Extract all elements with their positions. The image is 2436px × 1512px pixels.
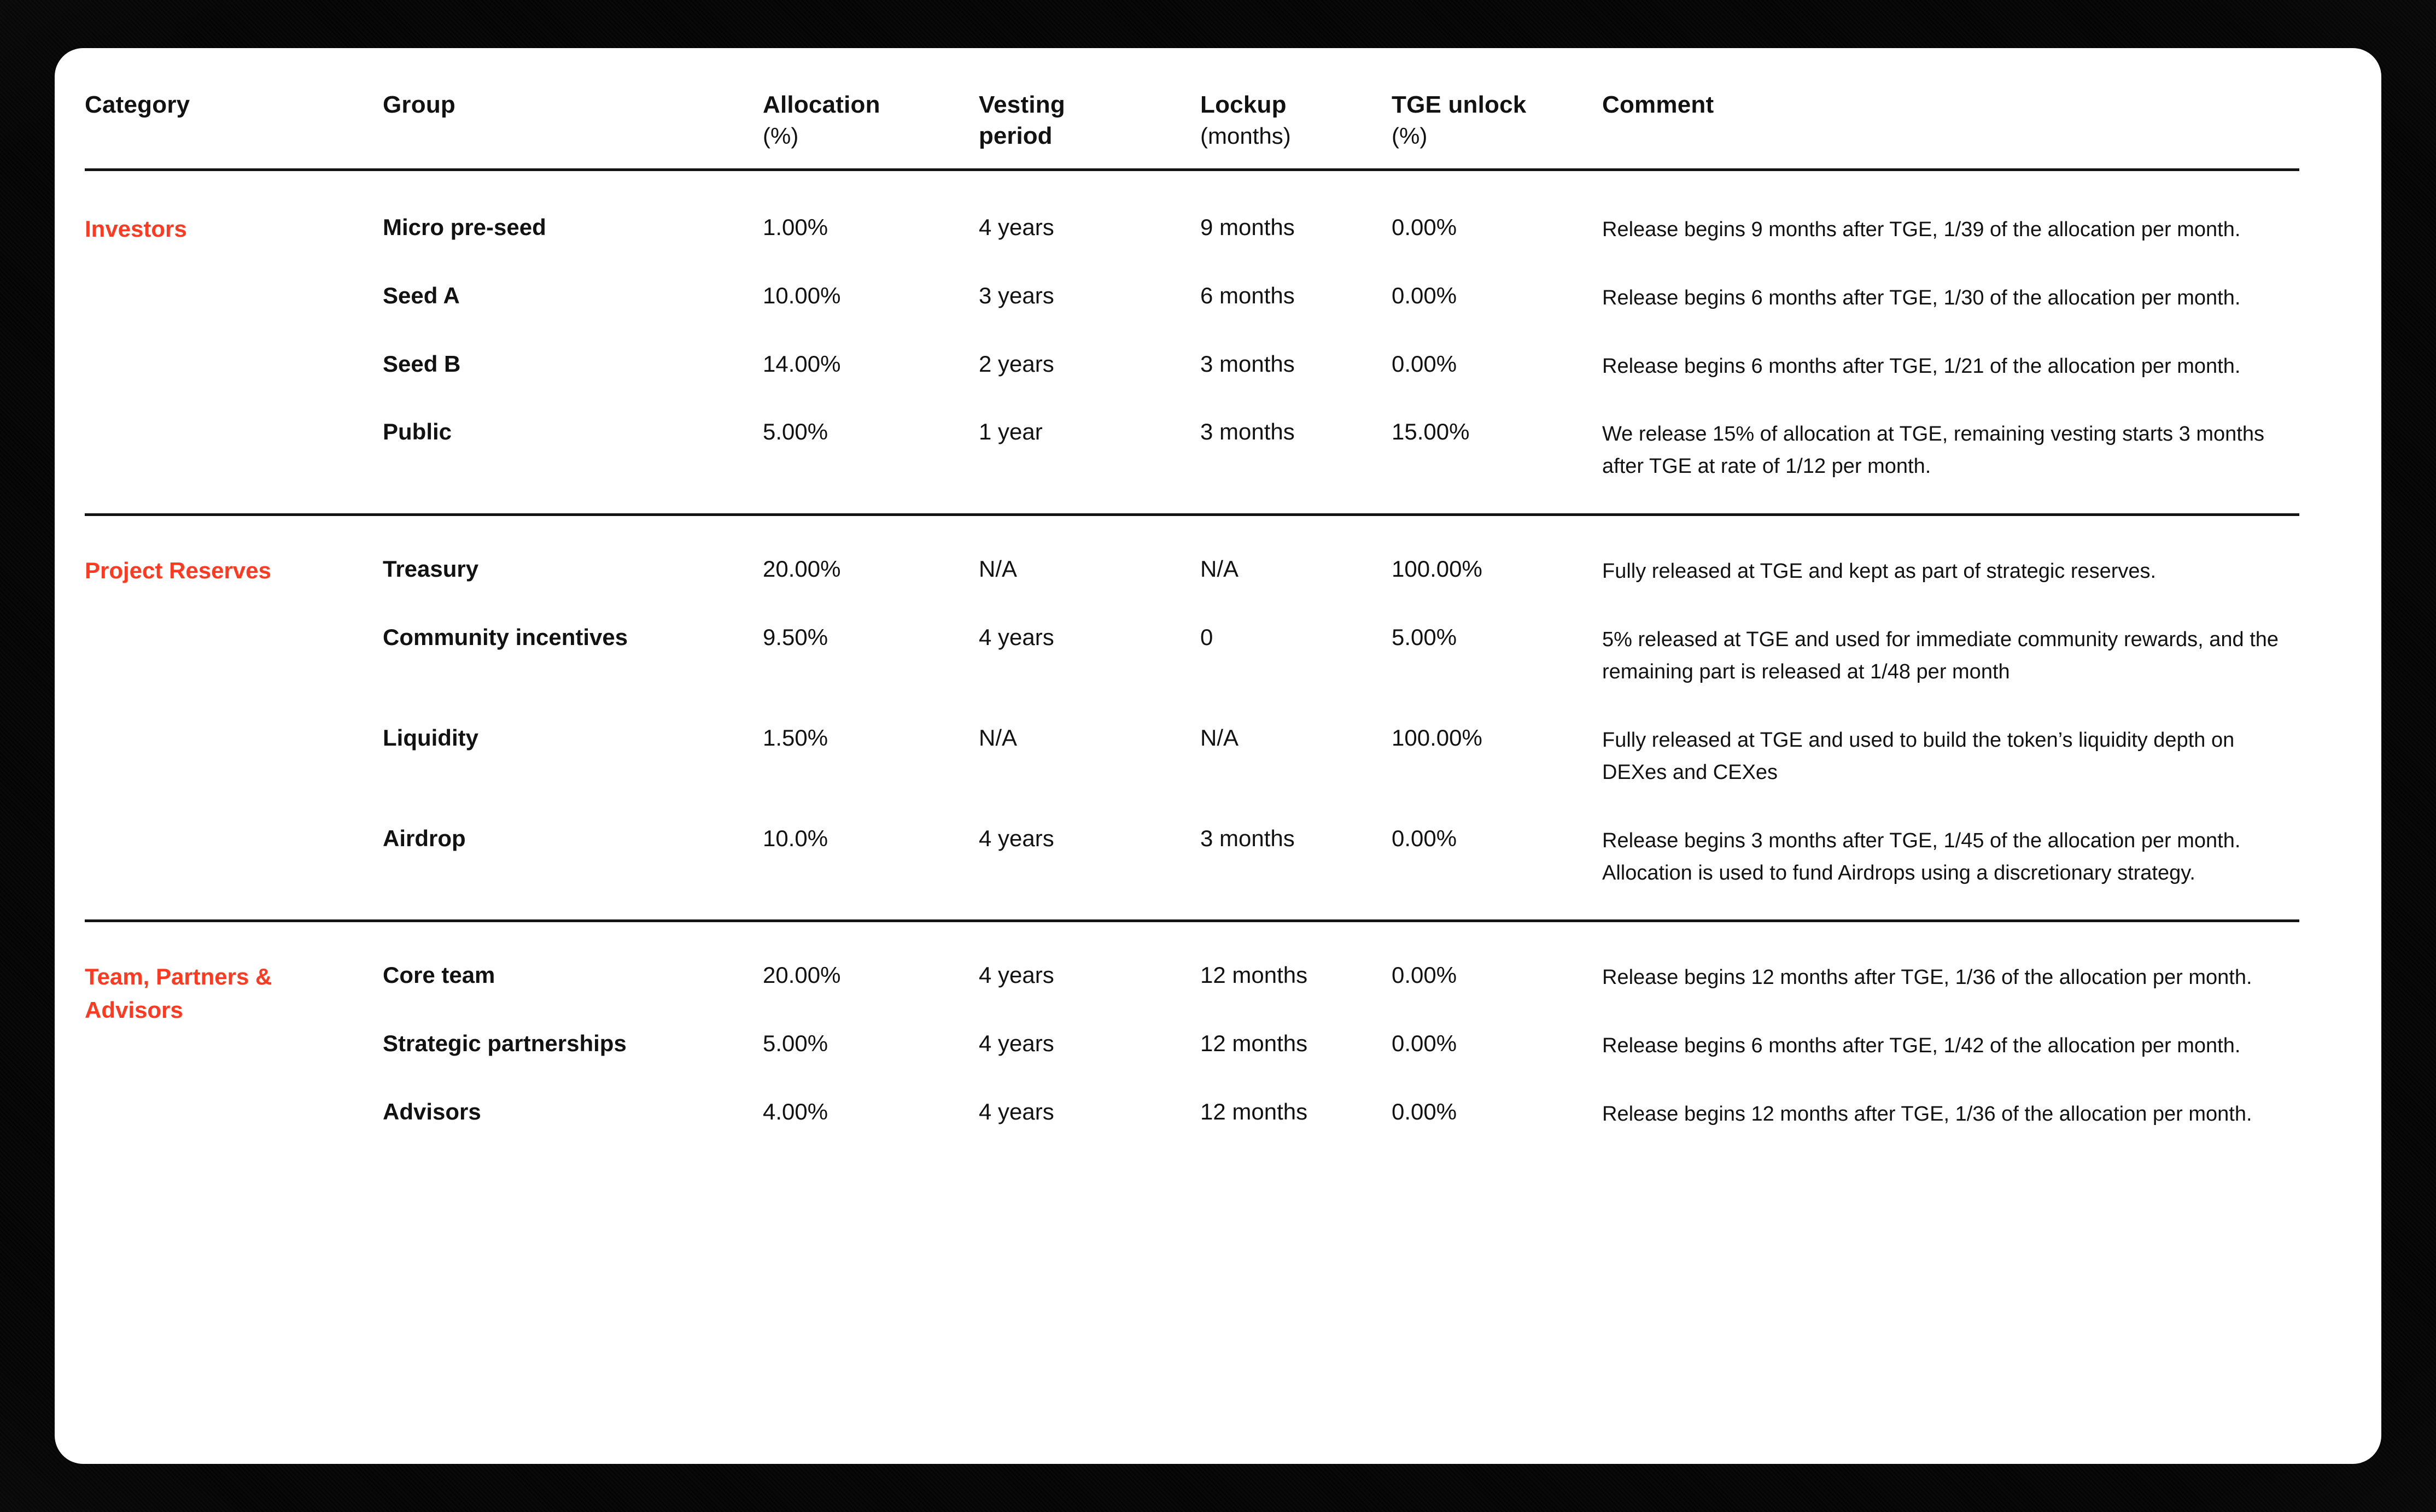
cell-lockup: 12 months — [1200, 1099, 1308, 1125]
cell-comment: Release begins 6 months after TGE, 1/30 of the allocation per month. — [1602, 286, 2241, 309]
cell-lockup: 3 months — [1200, 419, 1295, 445]
cell-vesting: 4 years — [979, 825, 1054, 851]
cell-comment: Release begins 6 months after TGE, 1/21 of the allocation per month. — [1602, 354, 2241, 378]
table-row — [383, 349, 2299, 383]
header-label: Vesting — [979, 91, 1065, 118]
cell-vesting: 4 years — [979, 1030, 1054, 1057]
cell-allocation: 5.00% — [763, 1030, 828, 1057]
cell-group: Seed B — [383, 350, 461, 377]
cell-lockup: 9 months — [1200, 214, 1295, 240]
header-label: Allocation — [763, 91, 880, 118]
cell-comment: Release begins 6 months after TGE, 1/42 of the allocation per month. — [1602, 1034, 2241, 1058]
cell-vesting: 4 years — [979, 1099, 1054, 1125]
cell-group: Liquidity — [383, 724, 478, 751]
section-team-partners-advisors — [85, 960, 2299, 1130]
cell-allocation: 4.00% — [763, 1099, 828, 1125]
cell-lockup: 12 months — [1200, 962, 1308, 988]
table-row — [383, 281, 2299, 314]
cell-allocation: 10.00% — [763, 282, 841, 308]
header-label: Comment — [1602, 91, 1714, 118]
header-comment — [1602, 91, 2299, 122]
cell-group: Strategic partnerships — [383, 1030, 627, 1057]
header-label: Lockup — [1200, 91, 1287, 118]
cell-group: Core team — [383, 962, 495, 988]
section-rows — [383, 554, 2299, 889]
cell-lockup: 6 months — [1200, 282, 1295, 308]
cell-lockup: N/A — [1200, 556, 1239, 582]
cell-allocation: 1.50% — [763, 724, 828, 751]
cell-lockup: 3 months — [1200, 350, 1295, 377]
cell-tge-unlock: 100.00% — [1392, 556, 1482, 582]
cell-vesting: N/A — [979, 724, 1018, 751]
section-investors — [85, 213, 2299, 483]
cell-allocation: 14.00% — [763, 350, 841, 377]
cell-vesting: 1 year — [979, 419, 1043, 445]
cell-tge-unlock: 100.00% — [1392, 724, 1482, 751]
table-row — [383, 623, 2299, 688]
cell-group: Micro pre-seed — [383, 214, 546, 240]
cell-group: Public — [383, 419, 452, 445]
header-sub: (%) — [763, 122, 799, 149]
cell-tge-unlock: 15.00% — [1392, 419, 1470, 445]
category-label: Investors — [85, 215, 187, 242]
section-rows — [383, 213, 2299, 483]
cell-tge-unlock: 0.00% — [1392, 1099, 1457, 1125]
header-vesting-period — [979, 91, 1200, 151]
cell-vesting: 4 years — [979, 962, 1054, 988]
header-group — [383, 91, 763, 122]
cell-lockup: 0 — [1200, 624, 1213, 650]
header-tge-unlock — [1392, 91, 1602, 150]
header-sub: (months) — [1200, 122, 1291, 149]
cell-group: Airdrop — [383, 825, 466, 851]
cell-lockup: N/A — [1200, 724, 1239, 751]
cell-vesting: N/A — [979, 556, 1018, 582]
cell-group: Treasury — [383, 556, 479, 582]
cell-allocation: 9.50% — [763, 624, 828, 650]
header-label: Group — [383, 91, 455, 118]
cell-vesting: 3 years — [979, 282, 1054, 308]
cell-vesting: 4 years — [979, 214, 1054, 240]
table-row — [383, 824, 2299, 889]
header-label: Category — [85, 91, 190, 118]
table-row — [383, 417, 2299, 483]
section-project-reserves — [85, 554, 2299, 889]
cell-allocation: 5.00% — [763, 419, 828, 445]
header-label: TGE unlock — [1392, 91, 1527, 118]
cell-allocation: 10.0% — [763, 825, 828, 851]
cell-allocation: 20.00% — [763, 962, 841, 988]
table-header — [85, 91, 2299, 151]
cell-comment: 5% released at TGE and used for immediate community rewards, and the remaining part is released at 1/48 per month — [1602, 628, 2279, 684]
cell-lockup: 12 months — [1200, 1030, 1308, 1057]
cell-group: Seed A — [383, 282, 460, 308]
cell-comment: Release begins 9 months after TGE, 1/39 of the allocation per month. — [1602, 218, 2241, 241]
cell-tge-unlock: 0.00% — [1392, 350, 1457, 377]
table-row — [383, 1029, 2299, 1062]
cell-vesting: 2 years — [979, 350, 1054, 377]
section-divider — [85, 513, 2299, 516]
cell-comment: Fully released at TGE and kept as part of strategic reserves. — [1602, 560, 2157, 583]
header-allocation — [763, 91, 979, 150]
table-row — [383, 554, 2299, 588]
header-lockup — [1200, 91, 1392, 150]
cell-tge-unlock: 0.00% — [1392, 962, 1457, 988]
cell-tge-unlock: 0.00% — [1392, 282, 1457, 308]
table-row — [383, 960, 2299, 994]
header-divider — [85, 168, 2299, 171]
cell-group: Community incentives — [383, 624, 628, 650]
cell-lockup: 3 months — [1200, 825, 1295, 851]
header-sub: period — [979, 122, 1053, 149]
table-row — [383, 213, 2299, 246]
category-label: Team, Partners & Advisors — [85, 964, 272, 1023]
cell-tge-unlock: 0.00% — [1392, 214, 1457, 240]
cell-vesting: 4 years — [979, 624, 1054, 650]
cell-tge-unlock: 5.00% — [1392, 624, 1457, 650]
cell-tge-unlock: 0.00% — [1392, 1030, 1457, 1057]
cell-tge-unlock: 0.00% — [1392, 825, 1457, 851]
token-allocation-table-card — [55, 48, 2381, 1464]
cell-comment: Fully released at TGE and used to build the token’s liquidity depth on DEXes and CEXes — [1602, 728, 2235, 784]
section-rows — [383, 960, 2299, 1130]
cell-comment: We release 15% of allocation at TGE, remaining vesting starts 3 months after TGE at rate of 1/12 per month. — [1602, 423, 2264, 478]
header-category — [85, 91, 383, 122]
cell-allocation: 20.00% — [763, 556, 841, 582]
cell-group: Advisors — [383, 1099, 481, 1125]
header-sub: (%) — [1392, 122, 1428, 149]
category-label: Project Reserves — [85, 558, 271, 584]
section-divider — [85, 919, 2299, 922]
cell-comment: Release begins 12 months after TGE, 1/36 of the allocation per month. — [1602, 966, 2252, 989]
cell-comment: Release begins 12 months after TGE, 1/36 of the allocation per month. — [1602, 1103, 2252, 1126]
table-row — [383, 723, 2299, 789]
cell-allocation: 1.00% — [763, 214, 828, 240]
cell-comment: Release begins 3 months after TGE, 1/45 of the allocation per month. Allocation is used to fund Airdrops using a discretionary strategy. — [1602, 829, 2241, 884]
table-row — [383, 1097, 2299, 1130]
